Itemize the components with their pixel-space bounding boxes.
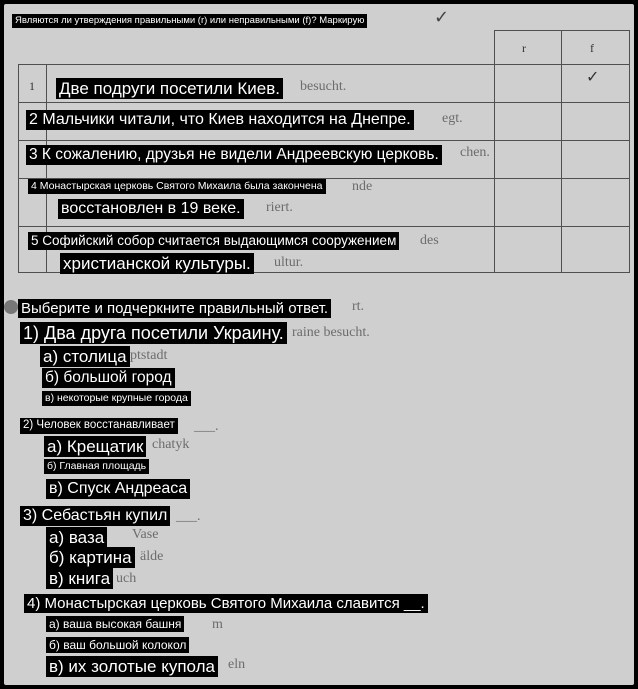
statement-3: 3 К сожалению, друзья не видели Андреевскую церковь. xyxy=(26,145,442,165)
q1-option-a: а) столица xyxy=(40,346,130,367)
q1-option-b: б) большой город xyxy=(42,368,175,388)
statement-4-continued: восстановлен в 19 веке. xyxy=(58,199,244,219)
table-r-column-line xyxy=(494,30,495,273)
printed-text: chatyk xyxy=(152,437,190,452)
table-row-line xyxy=(18,140,630,141)
q1-option-c: в) некоторые крупные города xyxy=(42,391,191,406)
printed-text: ultur. xyxy=(274,255,304,270)
printed-text: Vase xyxy=(132,527,159,542)
q3-option-b: б) картина xyxy=(46,547,135,568)
printed-text: chen. xyxy=(460,145,490,160)
table-f-column-line xyxy=(561,30,562,273)
instruction-text: Являются ли утверждения правильными (r) или неправильными (f)? Маркирую xyxy=(12,14,367,28)
q4-option-b: б) ваш большой колокол xyxy=(46,637,189,653)
printed-text: eln xyxy=(228,657,246,672)
printed-text: uch xyxy=(116,571,137,586)
q3-option-c: в) книга xyxy=(46,568,113,589)
table-header-top-line xyxy=(494,30,630,31)
task2-title: Выберите и подчеркните правильный ответ. xyxy=(18,299,331,318)
printed-text: ___. xyxy=(176,509,201,524)
statement-5-continued: христианской культуры. xyxy=(60,253,254,274)
printed-text: älde xyxy=(140,549,164,564)
statement-5: 5 Софийский собор считается выдающимся сооружением xyxy=(28,232,399,250)
statement-1: Две подруги посетили Киев. xyxy=(56,78,283,99)
printed-text: ptstadt xyxy=(130,348,168,363)
table-row-line xyxy=(18,102,630,103)
printed-text: nde xyxy=(352,179,373,194)
printed-text: besucht. xyxy=(300,79,347,94)
printed-text: ___. xyxy=(194,419,219,434)
question-1: 1) Два друга посетили Украину. xyxy=(20,322,287,344)
q3-option-a: а) ваза xyxy=(46,527,107,548)
q2-option-a: а) Крещатик xyxy=(44,436,146,457)
table-border-right xyxy=(629,30,630,273)
question-3: 3) Себастьян купил xyxy=(20,506,170,526)
exercise-number-badge xyxy=(4,300,18,314)
statement-2: 2 Мальчики читали, что Киев находится на Днепре. xyxy=(26,110,414,130)
table-border-left xyxy=(18,64,19,273)
q4-option-a: а) ваша высокая башня xyxy=(46,616,184,632)
checkmark-icon: ✓ xyxy=(434,7,450,27)
table-header-bottom-line xyxy=(494,64,630,65)
printed-text: rt. xyxy=(352,299,365,314)
printed-text: egt. xyxy=(442,111,463,126)
question-4: 4) Монастырская церковь Святого Михаила славится __. xyxy=(24,594,428,613)
table-row-line xyxy=(18,226,630,227)
table-row-number: 1 xyxy=(29,79,35,93)
q2-option-c: в) Спуск Андреаса xyxy=(46,479,190,499)
question-2: 2) Человек восстанавливает xyxy=(20,418,178,434)
table-header-f: f xyxy=(590,41,594,55)
printed-text: des xyxy=(420,233,439,248)
table-header-r: r xyxy=(522,41,526,55)
q4-option-c: в) их золотые купола xyxy=(46,656,218,677)
printed-text: raine besucht. xyxy=(292,325,370,340)
statement-4: 4 Монастырская церковь Святого Михаила была закончена xyxy=(28,179,326,194)
checkmark-icon: ✓ xyxy=(586,69,600,86)
q2-option-b: б) Главная площадь xyxy=(44,459,149,474)
printed-text: riert. xyxy=(266,200,293,215)
printed-text: m xyxy=(212,617,223,632)
